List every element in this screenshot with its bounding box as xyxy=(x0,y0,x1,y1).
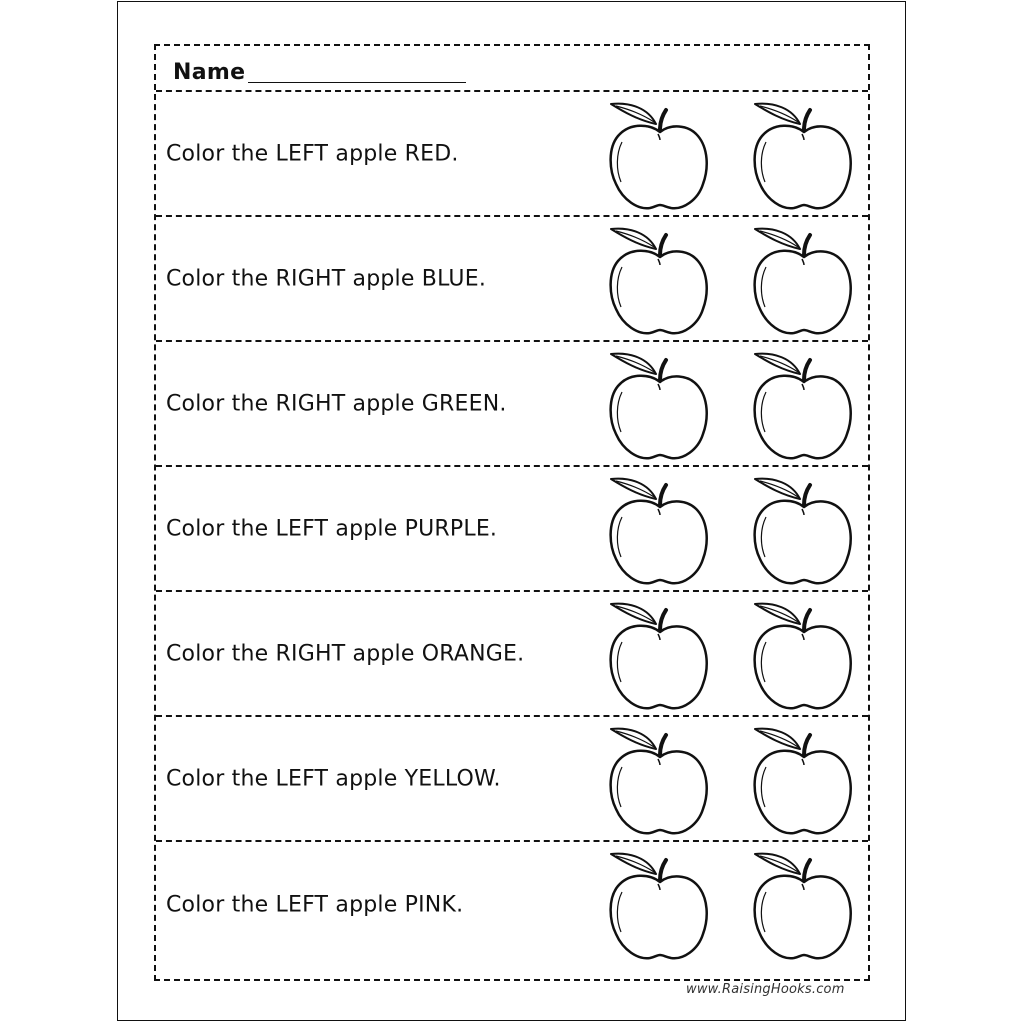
task-instruction: Color the RIGHT apple BLUE. xyxy=(166,266,487,291)
task-instruction: Color the LEFT apple RED. xyxy=(166,141,459,166)
left-apple-icon[interactable] xyxy=(608,223,708,337)
task-instruction: Color the LEFT apple PINK. xyxy=(166,892,464,917)
left-apple-icon[interactable] xyxy=(608,98,708,212)
task-row xyxy=(156,717,868,842)
task-row xyxy=(156,217,868,342)
right-apple-icon[interactable] xyxy=(752,473,852,587)
task-row xyxy=(156,467,868,592)
task-instruction: Color the LEFT apple PURPLE. xyxy=(166,516,498,541)
right-apple-icon[interactable] xyxy=(752,223,852,337)
right-apple-icon[interactable] xyxy=(752,848,852,962)
left-apple-icon[interactable] xyxy=(608,848,708,962)
name-label: Name xyxy=(173,60,246,85)
task-row xyxy=(156,592,868,717)
right-apple-icon[interactable] xyxy=(752,723,852,837)
right-apple-icon[interactable] xyxy=(752,348,852,462)
name-blank-line[interactable] xyxy=(248,82,466,83)
task-row xyxy=(156,92,868,217)
task-instruction: Color the RIGHT apple ORANGE. xyxy=(166,641,525,666)
worksheet-frame xyxy=(154,44,870,981)
left-apple-icon[interactable] xyxy=(608,473,708,587)
footer-url: www.RaisingHooks.com xyxy=(686,982,845,997)
left-apple-icon[interactable] xyxy=(608,348,708,462)
right-apple-icon[interactable] xyxy=(752,98,852,212)
task-row xyxy=(156,342,868,467)
name-row xyxy=(156,46,868,92)
right-apple-icon[interactable] xyxy=(752,598,852,712)
task-instruction: Color the RIGHT apple GREEN. xyxy=(166,391,507,416)
left-apple-icon[interactable] xyxy=(608,598,708,712)
task-instruction: Color the LEFT apple YELLOW. xyxy=(166,766,501,791)
left-apple-icon[interactable] xyxy=(608,723,708,837)
task-row xyxy=(156,842,868,967)
